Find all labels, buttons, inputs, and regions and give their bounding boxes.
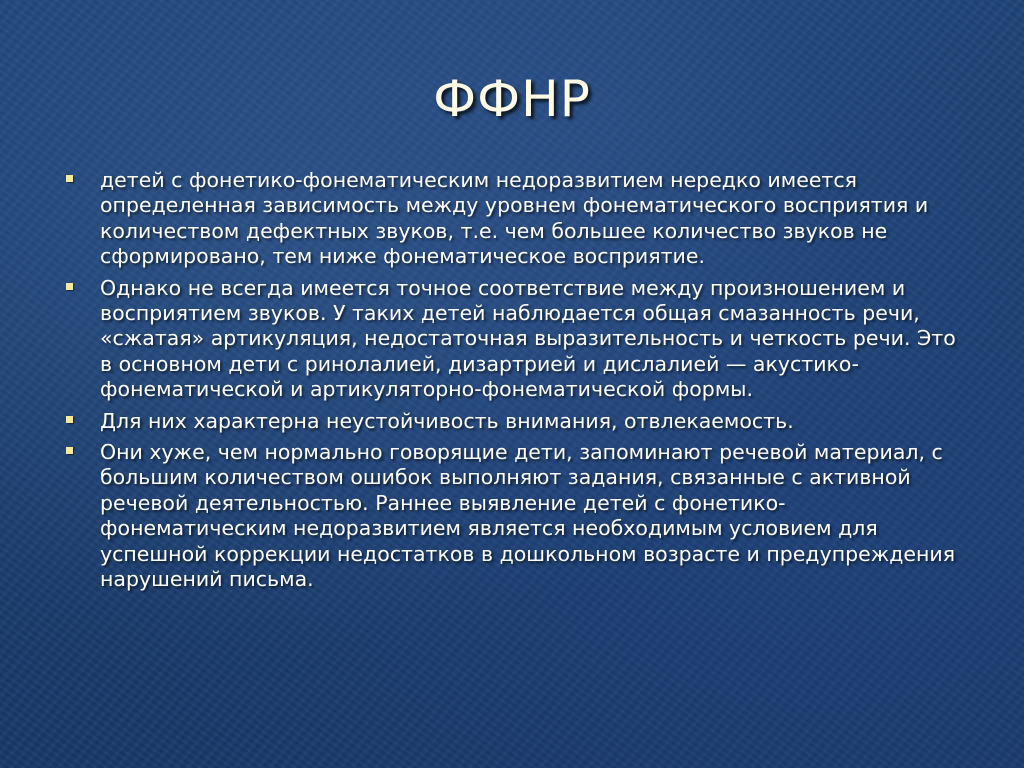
bullet-text: Для них характерна неустойчивость внимания, отвлекаемость. (100, 408, 794, 433)
square-bullet-icon (66, 175, 73, 182)
square-bullet-icon (66, 283, 73, 290)
bullet-list (66, 168, 972, 599)
bullet-item (66, 440, 972, 592)
bullet-text: Они хуже, чем нормально говорящие дети, запоминают речевой материал, с большим количеством ошибок выполняют задания, связанные с активной речевой деятельностью. Раннее выявление детей с фонетико-фонематическим недоразвитием является необходимым условием для успешной коррекции недостатков в дошкольном возрасте и предупреждения нарушений письма. (100, 440, 956, 592)
bullet-text: детей с фонетико-фонематическим недоразвитием нередко имеется определенная зависимость между уровнем фонематического восприятия и количеством дефектных звуков, т.е. чем большее количество звуков не сформировано, тем ниже фонематическое восприятие. (100, 168, 929, 269)
square-bullet-icon (66, 416, 73, 423)
bullet-item (66, 409, 972, 434)
bullet-item (66, 168, 972, 270)
bullet-text: Однако не всегда имеется точное соответствие между произношением и восприятием звуков. У таких детей наблюдается общая смазанность речи, «сжатая» артикуляция, недостаточная выразительность и четкость речи. Это в основном дети с ринолалией, дизартрией и дислалией — акустико-фонематической и артикуляторно-фонематической формы. (100, 275, 956, 402)
square-bullet-icon (66, 447, 73, 454)
bullet-item (66, 276, 972, 403)
slide-title: ФФНР (433, 70, 591, 128)
